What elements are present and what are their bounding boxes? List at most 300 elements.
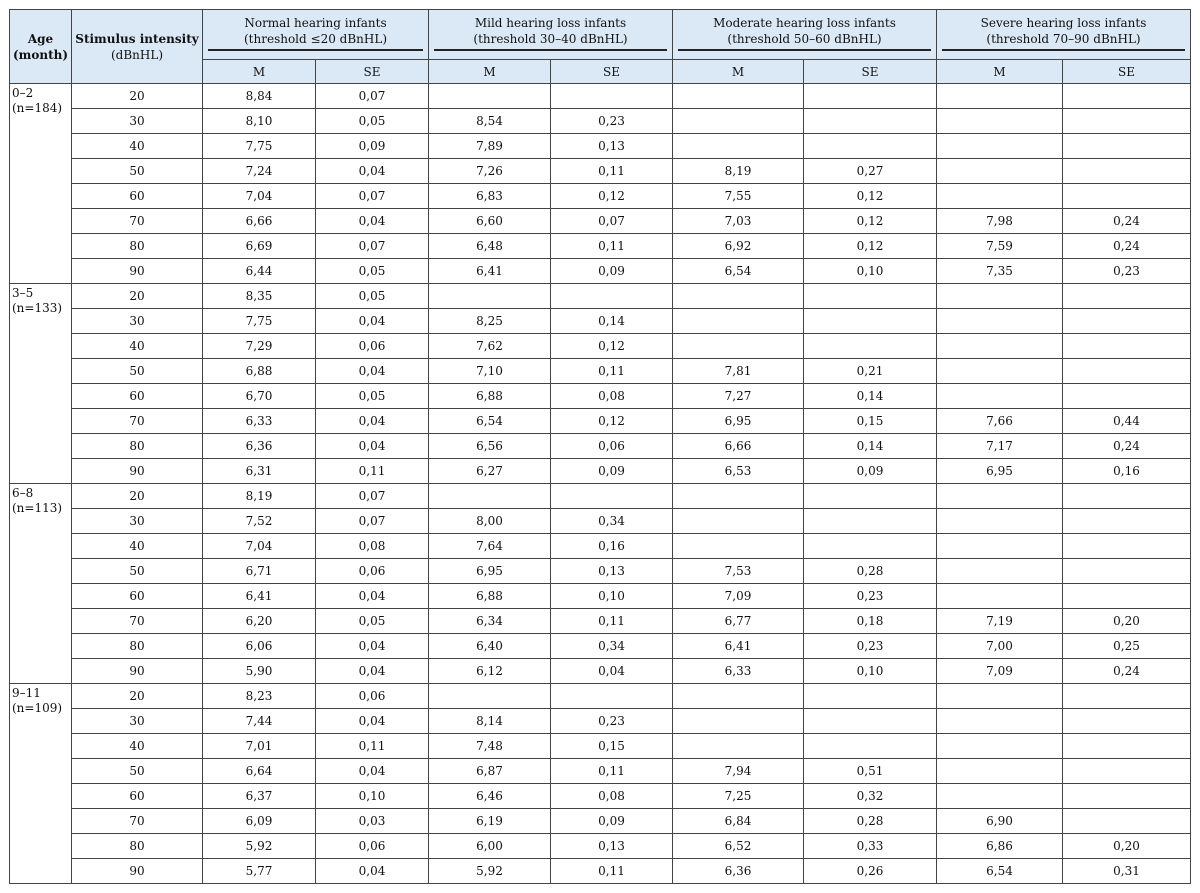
se-cell: 0,06 bbox=[316, 834, 429, 859]
stimulus-cell: 20 bbox=[72, 484, 203, 509]
age-range: 6–8 bbox=[12, 486, 34, 500]
se-cell: 0,33 bbox=[804, 834, 937, 859]
mean-cell: 6,87 bbox=[429, 759, 551, 784]
age-range: 0–2 bbox=[12, 86, 34, 100]
stimulus-cell: 40 bbox=[72, 534, 203, 559]
stimulus-cell: 30 bbox=[72, 309, 203, 334]
stimulus-header-label: Stimulus intensity bbox=[75, 31, 199, 46]
table-row bbox=[10, 784, 1191, 809]
se-cell bbox=[1063, 559, 1191, 584]
stimulus-cell: 50 bbox=[72, 759, 203, 784]
se-cell: 0,24 bbox=[1063, 234, 1191, 259]
age-sample-size: (n=113) bbox=[12, 501, 63, 515]
stimulus-cell: 80 bbox=[72, 634, 203, 659]
group-threshold: (threshold 50–60 dBnHL) bbox=[727, 32, 882, 46]
mean-cell: 6,41 bbox=[673, 634, 804, 659]
se-cell: 0,24 bbox=[1063, 659, 1191, 684]
mean-cell: 7,09 bbox=[673, 584, 804, 609]
stimulus-cell: 60 bbox=[72, 184, 203, 209]
mean-cell: 6,64 bbox=[203, 759, 316, 784]
se-cell: 0,04 bbox=[316, 359, 429, 384]
se-cell: 0,21 bbox=[804, 359, 937, 384]
stimulus-cell: 80 bbox=[72, 234, 203, 259]
mean-cell: 7,03 bbox=[673, 209, 804, 234]
age-range: 3–5 bbox=[12, 286, 34, 300]
mean-cell: 7,01 bbox=[203, 734, 316, 759]
stimulus-cell: 90 bbox=[72, 659, 203, 684]
se-cell bbox=[1063, 534, 1191, 559]
mean-cell bbox=[429, 684, 551, 709]
mean-cell bbox=[937, 684, 1063, 709]
se-cell bbox=[1063, 484, 1191, 509]
mean-cell: 7,81 bbox=[673, 359, 804, 384]
mean-cell: 6,12 bbox=[429, 659, 551, 684]
latency-results-table bbox=[9, 9, 1191, 884]
table-row bbox=[10, 334, 1191, 359]
se-cell: 0,09 bbox=[551, 809, 673, 834]
mean-cell: 6,46 bbox=[429, 784, 551, 809]
stimulus-cell: 70 bbox=[72, 409, 203, 434]
mean-cell: 6,95 bbox=[673, 409, 804, 434]
se-cell bbox=[1063, 584, 1191, 609]
table-row bbox=[10, 709, 1191, 734]
se-cell: 0,06 bbox=[316, 559, 429, 584]
mean-cell: 6,33 bbox=[673, 659, 804, 684]
se-cell: 0,34 bbox=[551, 634, 673, 659]
stimulus-cell: 50 bbox=[72, 559, 203, 584]
mean-cell: 6,84 bbox=[673, 809, 804, 834]
table-row bbox=[10, 384, 1191, 409]
mean-cell bbox=[937, 784, 1063, 809]
mean-cell: 6,88 bbox=[429, 584, 551, 609]
se-cell: 0,44 bbox=[1063, 409, 1191, 434]
se-cell: 0,27 bbox=[804, 159, 937, 184]
se-cell: 0,23 bbox=[1063, 259, 1191, 284]
mean-cell: 7,75 bbox=[203, 134, 316, 159]
se-cell bbox=[1063, 184, 1191, 209]
mean-cell: 7,55 bbox=[673, 184, 804, 209]
se-cell: 0,05 bbox=[316, 284, 429, 309]
mean-cell bbox=[673, 509, 804, 534]
mean-cell bbox=[673, 484, 804, 509]
se-cell: 0,11 bbox=[316, 734, 429, 759]
se-cell: 0,08 bbox=[551, 384, 673, 409]
se-cell: 0,12 bbox=[804, 209, 937, 234]
se-cell: 0,13 bbox=[551, 559, 673, 584]
mean-cell bbox=[429, 484, 551, 509]
se-cell: 0,05 bbox=[316, 384, 429, 409]
table-row bbox=[10, 309, 1191, 334]
se-cell bbox=[804, 284, 937, 309]
age-column-header bbox=[10, 10, 72, 84]
table-row bbox=[10, 209, 1191, 234]
se-cell: 0,23 bbox=[551, 109, 673, 134]
stimulus-cell: 90 bbox=[72, 259, 203, 284]
mean-cell: 8,00 bbox=[429, 509, 551, 534]
mean-cell: 6,41 bbox=[203, 584, 316, 609]
se-cell bbox=[1063, 284, 1191, 309]
m-column-header: M bbox=[429, 60, 551, 84]
group-name: Normal hearing infants bbox=[244, 16, 387, 30]
age-group-cell bbox=[10, 684, 72, 884]
mean-cell bbox=[937, 84, 1063, 109]
stimulus-cell: 70 bbox=[72, 209, 203, 234]
header-row-groups bbox=[10, 10, 1191, 60]
mean-cell: 7,59 bbox=[937, 234, 1063, 259]
se-cell bbox=[1063, 784, 1191, 809]
table-row bbox=[10, 734, 1191, 759]
se-cell bbox=[804, 484, 937, 509]
se-cell bbox=[804, 134, 937, 159]
mean-cell: 6,37 bbox=[203, 784, 316, 809]
mean-cell: 6,06 bbox=[203, 634, 316, 659]
se-cell: 0,04 bbox=[316, 209, 429, 234]
stimulus-cell: 80 bbox=[72, 434, 203, 459]
mean-cell: 7,64 bbox=[429, 534, 551, 559]
se-cell: 0,23 bbox=[804, 634, 937, 659]
mean-cell: 8,54 bbox=[429, 109, 551, 134]
se-cell: 0,16 bbox=[1063, 459, 1191, 484]
mean-cell: 8,14 bbox=[429, 709, 551, 734]
se-cell: 0,15 bbox=[804, 409, 937, 434]
table-row bbox=[10, 284, 1191, 309]
mean-cell: 6,53 bbox=[673, 459, 804, 484]
mean-cell: 8,10 bbox=[203, 109, 316, 134]
se-cell: 0,04 bbox=[316, 409, 429, 434]
se-cell: 0,09 bbox=[551, 259, 673, 284]
mean-cell bbox=[937, 509, 1063, 534]
mean-cell bbox=[429, 84, 551, 109]
mean-cell: 7,24 bbox=[203, 159, 316, 184]
age-header-unit: (month) bbox=[12, 47, 69, 62]
mean-cell: 7,44 bbox=[203, 709, 316, 734]
se-cell: 0,16 bbox=[551, 534, 673, 559]
mean-cell: 6,60 bbox=[429, 209, 551, 234]
table-row bbox=[10, 159, 1191, 184]
mean-cell: 7,26 bbox=[429, 159, 551, 184]
group-header-severe bbox=[937, 10, 1191, 60]
mean-cell: 8,19 bbox=[203, 484, 316, 509]
mean-cell: 6,71 bbox=[203, 559, 316, 584]
se-cell: 0,07 bbox=[316, 84, 429, 109]
se-cell: 0,24 bbox=[1063, 209, 1191, 234]
stimulus-cell: 20 bbox=[72, 284, 203, 309]
mean-cell: 6,19 bbox=[429, 809, 551, 834]
se-cell: 0,09 bbox=[804, 459, 937, 484]
se-cell bbox=[804, 509, 937, 534]
group-name: Severe hearing loss infants bbox=[980, 16, 1147, 30]
se-cell bbox=[804, 734, 937, 759]
table-row bbox=[10, 684, 1191, 709]
table-row bbox=[10, 834, 1191, 859]
se-cell: 0,34 bbox=[551, 509, 673, 534]
se-cell bbox=[804, 334, 937, 359]
group-header-moderate bbox=[673, 10, 937, 60]
mean-cell: 6,88 bbox=[203, 359, 316, 384]
se-cell: 0,11 bbox=[551, 359, 673, 384]
mean-cell: 7,98 bbox=[937, 209, 1063, 234]
mean-cell bbox=[673, 709, 804, 734]
mean-cell: 6,70 bbox=[203, 384, 316, 409]
se-column-header: SE bbox=[804, 60, 937, 84]
se-cell: 0,04 bbox=[316, 659, 429, 684]
se-cell bbox=[1063, 84, 1191, 109]
table-row bbox=[10, 659, 1191, 684]
se-cell bbox=[1063, 334, 1191, 359]
mean-cell: 7,52 bbox=[203, 509, 316, 534]
mean-cell: 7,66 bbox=[937, 409, 1063, 434]
stimulus-cell: 50 bbox=[72, 359, 203, 384]
mean-cell: 6,77 bbox=[673, 609, 804, 634]
mean-cell bbox=[937, 734, 1063, 759]
mean-cell: 7,19 bbox=[937, 609, 1063, 634]
se-cell: 0,10 bbox=[804, 659, 937, 684]
table-row bbox=[10, 234, 1191, 259]
mean-cell bbox=[937, 159, 1063, 184]
m-column-header: M bbox=[937, 60, 1063, 84]
table-row bbox=[10, 134, 1191, 159]
se-cell: 0,10 bbox=[804, 259, 937, 284]
se-cell: 0,20 bbox=[1063, 609, 1191, 634]
se-column-header: SE bbox=[1063, 60, 1191, 84]
mean-cell bbox=[937, 484, 1063, 509]
age-group-cell bbox=[10, 84, 72, 284]
table-row bbox=[10, 634, 1191, 659]
se-cell bbox=[804, 534, 937, 559]
se-cell: 0,20 bbox=[1063, 834, 1191, 859]
stimulus-cell: 50 bbox=[72, 159, 203, 184]
se-cell bbox=[804, 309, 937, 334]
se-cell: 0,04 bbox=[316, 434, 429, 459]
se-cell bbox=[1063, 734, 1191, 759]
age-sample-size: (n=133) bbox=[12, 301, 63, 315]
table-row bbox=[10, 359, 1191, 384]
stimulus-cell: 80 bbox=[72, 834, 203, 859]
mean-cell: 7,35 bbox=[937, 259, 1063, 284]
se-cell bbox=[1063, 809, 1191, 834]
mean-cell: 5,77 bbox=[203, 859, 316, 884]
se-cell: 0,07 bbox=[316, 234, 429, 259]
age-group-cell bbox=[10, 484, 72, 684]
se-cell: 0,07 bbox=[551, 209, 673, 234]
mean-cell: 6,90 bbox=[937, 809, 1063, 834]
stimulus-cell: 90 bbox=[72, 859, 203, 884]
table-row bbox=[10, 609, 1191, 634]
se-cell: 0,05 bbox=[316, 259, 429, 284]
se-cell: 0,12 bbox=[804, 234, 937, 259]
se-cell: 0,25 bbox=[1063, 634, 1191, 659]
mean-cell: 6,27 bbox=[429, 459, 551, 484]
se-cell: 0,11 bbox=[316, 459, 429, 484]
mean-cell bbox=[937, 359, 1063, 384]
mean-cell: 5,92 bbox=[429, 859, 551, 884]
se-cell: 0,23 bbox=[804, 584, 937, 609]
mean-cell: 6,95 bbox=[429, 559, 551, 584]
se-cell bbox=[551, 484, 673, 509]
se-cell: 0,14 bbox=[804, 434, 937, 459]
mean-cell: 7,53 bbox=[673, 559, 804, 584]
se-cell: 0,32 bbox=[804, 784, 937, 809]
se-cell: 0,12 bbox=[804, 184, 937, 209]
mean-cell: 6,54 bbox=[673, 259, 804, 284]
mean-cell bbox=[673, 84, 804, 109]
mean-cell: 8,35 bbox=[203, 284, 316, 309]
mean-cell: 7,27 bbox=[673, 384, 804, 409]
m-column-header: M bbox=[673, 60, 804, 84]
se-cell: 0,06 bbox=[551, 434, 673, 459]
mean-cell: 6,66 bbox=[203, 209, 316, 234]
se-cell bbox=[1063, 759, 1191, 784]
mean-cell bbox=[937, 709, 1063, 734]
se-cell: 0,07 bbox=[316, 184, 429, 209]
stimulus-header-unit: (dBnHL) bbox=[110, 47, 164, 62]
mean-cell: 6,40 bbox=[429, 634, 551, 659]
se-cell: 0,11 bbox=[551, 759, 673, 784]
se-cell bbox=[551, 284, 673, 309]
mean-cell: 6,54 bbox=[429, 409, 551, 434]
mean-cell: 6,92 bbox=[673, 234, 804, 259]
mean-cell: 7,62 bbox=[429, 334, 551, 359]
mean-cell: 5,92 bbox=[203, 834, 316, 859]
mean-cell: 7,17 bbox=[937, 434, 1063, 459]
se-cell bbox=[1063, 134, 1191, 159]
m-column-header: M bbox=[203, 60, 316, 84]
se-cell: 0,28 bbox=[804, 809, 937, 834]
group-threshold: (threshold 30–40 dBnHL) bbox=[473, 32, 628, 46]
se-column-header: SE bbox=[551, 60, 673, 84]
stimulus-cell: 70 bbox=[72, 609, 203, 634]
se-cell: 0,31 bbox=[1063, 859, 1191, 884]
se-cell bbox=[1063, 309, 1191, 334]
se-cell: 0,51 bbox=[804, 759, 937, 784]
se-cell: 0,10 bbox=[316, 784, 429, 809]
se-cell bbox=[804, 709, 937, 734]
se-cell: 0,24 bbox=[1063, 434, 1191, 459]
table-row bbox=[10, 259, 1191, 284]
mean-cell bbox=[937, 334, 1063, 359]
se-cell bbox=[551, 84, 673, 109]
stimulus-cell: 40 bbox=[72, 334, 203, 359]
table-row bbox=[10, 584, 1191, 609]
stimulus-column-header bbox=[72, 10, 203, 84]
mean-cell: 7,25 bbox=[673, 784, 804, 809]
age-group-cell bbox=[10, 284, 72, 484]
mean-cell: 6,44 bbox=[203, 259, 316, 284]
se-cell: 0,14 bbox=[551, 309, 673, 334]
stimulus-cell: 30 bbox=[72, 109, 203, 134]
se-cell: 0,04 bbox=[316, 859, 429, 884]
group-name: Moderate hearing loss infants bbox=[713, 16, 896, 30]
table-row bbox=[10, 759, 1191, 784]
group-threshold: (threshold 70–90 dBnHL) bbox=[986, 32, 1141, 46]
se-cell: 0,11 bbox=[551, 234, 673, 259]
se-cell bbox=[551, 684, 673, 709]
se-cell: 0,04 bbox=[316, 709, 429, 734]
mean-cell: 8,23 bbox=[203, 684, 316, 709]
mean-cell: 7,04 bbox=[203, 184, 316, 209]
mean-cell: 7,09 bbox=[937, 659, 1063, 684]
se-cell: 0,13 bbox=[551, 834, 673, 859]
mean-cell: 6,52 bbox=[673, 834, 804, 859]
se-cell: 0,11 bbox=[551, 859, 673, 884]
mean-cell bbox=[937, 584, 1063, 609]
mean-cell bbox=[673, 284, 804, 309]
mean-cell: 6,88 bbox=[429, 384, 551, 409]
se-cell: 0,13 bbox=[551, 134, 673, 159]
mean-cell: 6,69 bbox=[203, 234, 316, 259]
mean-cell: 7,94 bbox=[673, 759, 804, 784]
stimulus-cell: 20 bbox=[72, 84, 203, 109]
se-cell bbox=[804, 684, 937, 709]
table-row bbox=[10, 109, 1191, 134]
mean-cell: 6,20 bbox=[203, 609, 316, 634]
mean-cell bbox=[937, 109, 1063, 134]
se-cell: 0,06 bbox=[316, 334, 429, 359]
se-cell: 0,04 bbox=[316, 309, 429, 334]
se-cell bbox=[1063, 359, 1191, 384]
mean-cell bbox=[673, 734, 804, 759]
mean-cell bbox=[937, 534, 1063, 559]
se-cell: 0,04 bbox=[316, 759, 429, 784]
mean-cell: 7,29 bbox=[203, 334, 316, 359]
mean-cell: 7,00 bbox=[937, 634, 1063, 659]
stimulus-cell: 40 bbox=[72, 134, 203, 159]
se-cell: 0,03 bbox=[316, 809, 429, 834]
mean-cell bbox=[937, 284, 1063, 309]
table-row bbox=[10, 434, 1191, 459]
table-row bbox=[10, 184, 1191, 209]
se-cell: 0,23 bbox=[551, 709, 673, 734]
mean-cell: 7,10 bbox=[429, 359, 551, 384]
table-row bbox=[10, 459, 1191, 484]
se-cell: 0,28 bbox=[804, 559, 937, 584]
table-row bbox=[10, 559, 1191, 584]
se-cell bbox=[1063, 684, 1191, 709]
se-column-header: SE bbox=[316, 60, 429, 84]
table-body bbox=[10, 84, 1191, 884]
mean-cell: 6,36 bbox=[673, 859, 804, 884]
mean-cell bbox=[673, 309, 804, 334]
mean-cell bbox=[937, 134, 1063, 159]
age-sample-size: (n=109) bbox=[12, 701, 63, 715]
se-cell: 0,04 bbox=[316, 584, 429, 609]
se-cell bbox=[804, 109, 937, 134]
se-cell bbox=[1063, 159, 1191, 184]
se-cell: 0,09 bbox=[551, 459, 673, 484]
se-cell: 0,11 bbox=[551, 159, 673, 184]
mean-cell bbox=[673, 109, 804, 134]
stimulus-cell: 20 bbox=[72, 684, 203, 709]
mean-cell: 6,33 bbox=[203, 409, 316, 434]
mean-cell: 6,56 bbox=[429, 434, 551, 459]
se-cell bbox=[1063, 109, 1191, 134]
mean-cell: 6,41 bbox=[429, 259, 551, 284]
stimulus-cell: 60 bbox=[72, 584, 203, 609]
se-cell bbox=[1063, 384, 1191, 409]
se-cell: 0,09 bbox=[316, 134, 429, 159]
mean-cell: 6,95 bbox=[937, 459, 1063, 484]
group-name: Mild hearing loss infants bbox=[474, 16, 627, 30]
se-cell: 0,04 bbox=[316, 159, 429, 184]
mean-cell: 6,00 bbox=[429, 834, 551, 859]
table-row bbox=[10, 409, 1191, 434]
se-cell: 0,07 bbox=[316, 484, 429, 509]
mean-cell bbox=[937, 759, 1063, 784]
mean-cell: 6,09 bbox=[203, 809, 316, 834]
mean-cell: 7,75 bbox=[203, 309, 316, 334]
mean-cell: 6,86 bbox=[937, 834, 1063, 859]
mean-cell: 6,31 bbox=[203, 459, 316, 484]
